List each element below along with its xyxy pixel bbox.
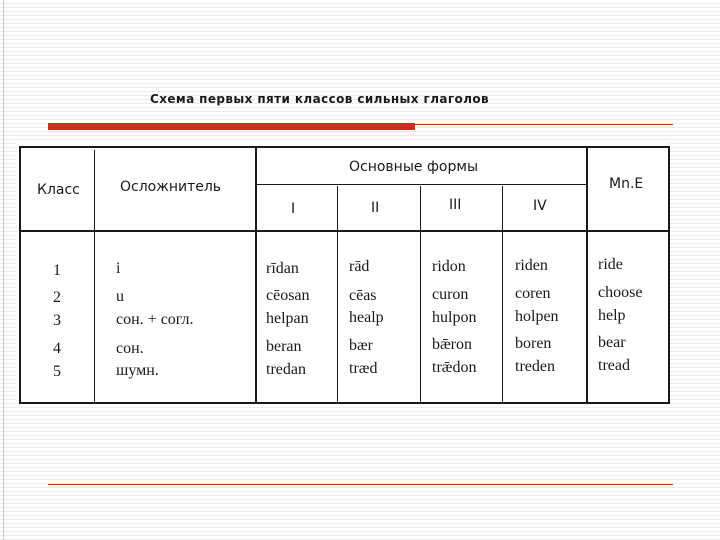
col-divider-1 bbox=[94, 150, 95, 402]
mne-form: tread bbox=[598, 357, 630, 374]
table-right-border bbox=[668, 146, 670, 404]
form-i: tredan bbox=[266, 361, 306, 378]
accent-bar bbox=[48, 123, 415, 130]
col-divider-5 bbox=[502, 186, 503, 402]
form-ii: bær bbox=[349, 337, 373, 354]
table-left-border bbox=[19, 146, 21, 404]
col-divider-2 bbox=[255, 146, 257, 402]
class-number: 2 bbox=[53, 289, 61, 306]
mne-form: choose bbox=[598, 284, 643, 301]
col-divider-4 bbox=[420, 186, 421, 402]
slide-left-border bbox=[3, 0, 4, 540]
form-iii: bǣron bbox=[432, 336, 472, 353]
mne-form: help bbox=[598, 307, 626, 324]
header-form-4: IV bbox=[533, 198, 547, 214]
class-number: 5 bbox=[53, 363, 61, 380]
form-iv: coren bbox=[515, 285, 551, 302]
mne-form: ride bbox=[598, 256, 623, 273]
form-ii: træd bbox=[349, 360, 378, 377]
verb-table bbox=[17, 142, 670, 406]
form-iv: holpen bbox=[515, 308, 559, 325]
form-iv: boren bbox=[515, 335, 552, 352]
col-divider-3 bbox=[337, 186, 338, 402]
accent-line bbox=[415, 124, 673, 125]
form-iii: hulpon bbox=[432, 309, 477, 326]
form-iii: curon bbox=[432, 286, 469, 303]
form-iv: riden bbox=[515, 257, 548, 274]
form-iii: trǣdon bbox=[432, 359, 477, 376]
form-i: helpan bbox=[266, 310, 309, 327]
complicator: u bbox=[116, 288, 124, 305]
form-iv: treden bbox=[515, 358, 555, 375]
header-form-3: III bbox=[449, 197, 462, 213]
class-number: 3 bbox=[53, 312, 61, 329]
form-i: rīdan bbox=[266, 260, 299, 277]
form-i: beran bbox=[266, 338, 302, 355]
footer-line bbox=[48, 484, 673, 485]
header-form-1: I bbox=[291, 201, 296, 217]
form-ii: cēas bbox=[349, 287, 377, 304]
header-complicator: Осложнитель bbox=[120, 179, 222, 195]
mne-form: bear bbox=[598, 334, 626, 351]
form-i: cēosan bbox=[266, 287, 310, 304]
class-number: 4 bbox=[53, 340, 61, 357]
header-forms: Основные формы bbox=[349, 159, 478, 175]
class-number: 1 bbox=[53, 262, 61, 279]
header-class: Класс bbox=[37, 182, 80, 198]
header-form-2: II bbox=[371, 200, 380, 216]
forms-divider bbox=[257, 184, 587, 185]
complicator: сон. bbox=[116, 340, 144, 357]
form-iii: ridon bbox=[432, 258, 466, 275]
header-divider bbox=[19, 230, 670, 232]
header-mne: Mn.E bbox=[609, 176, 644, 192]
complicator: i bbox=[116, 260, 121, 277]
col-divider-6 bbox=[586, 146, 588, 402]
complicator: сон. + согл. bbox=[116, 311, 194, 328]
form-ii: rād bbox=[349, 258, 370, 275]
table-top-border bbox=[19, 146, 670, 148]
form-ii: healp bbox=[349, 309, 384, 326]
slide-title: Схема первых пяти классов сильных глаголов bbox=[150, 92, 490, 106]
complicator: шумн. bbox=[116, 362, 159, 379]
table-bottom-border bbox=[19, 402, 670, 404]
